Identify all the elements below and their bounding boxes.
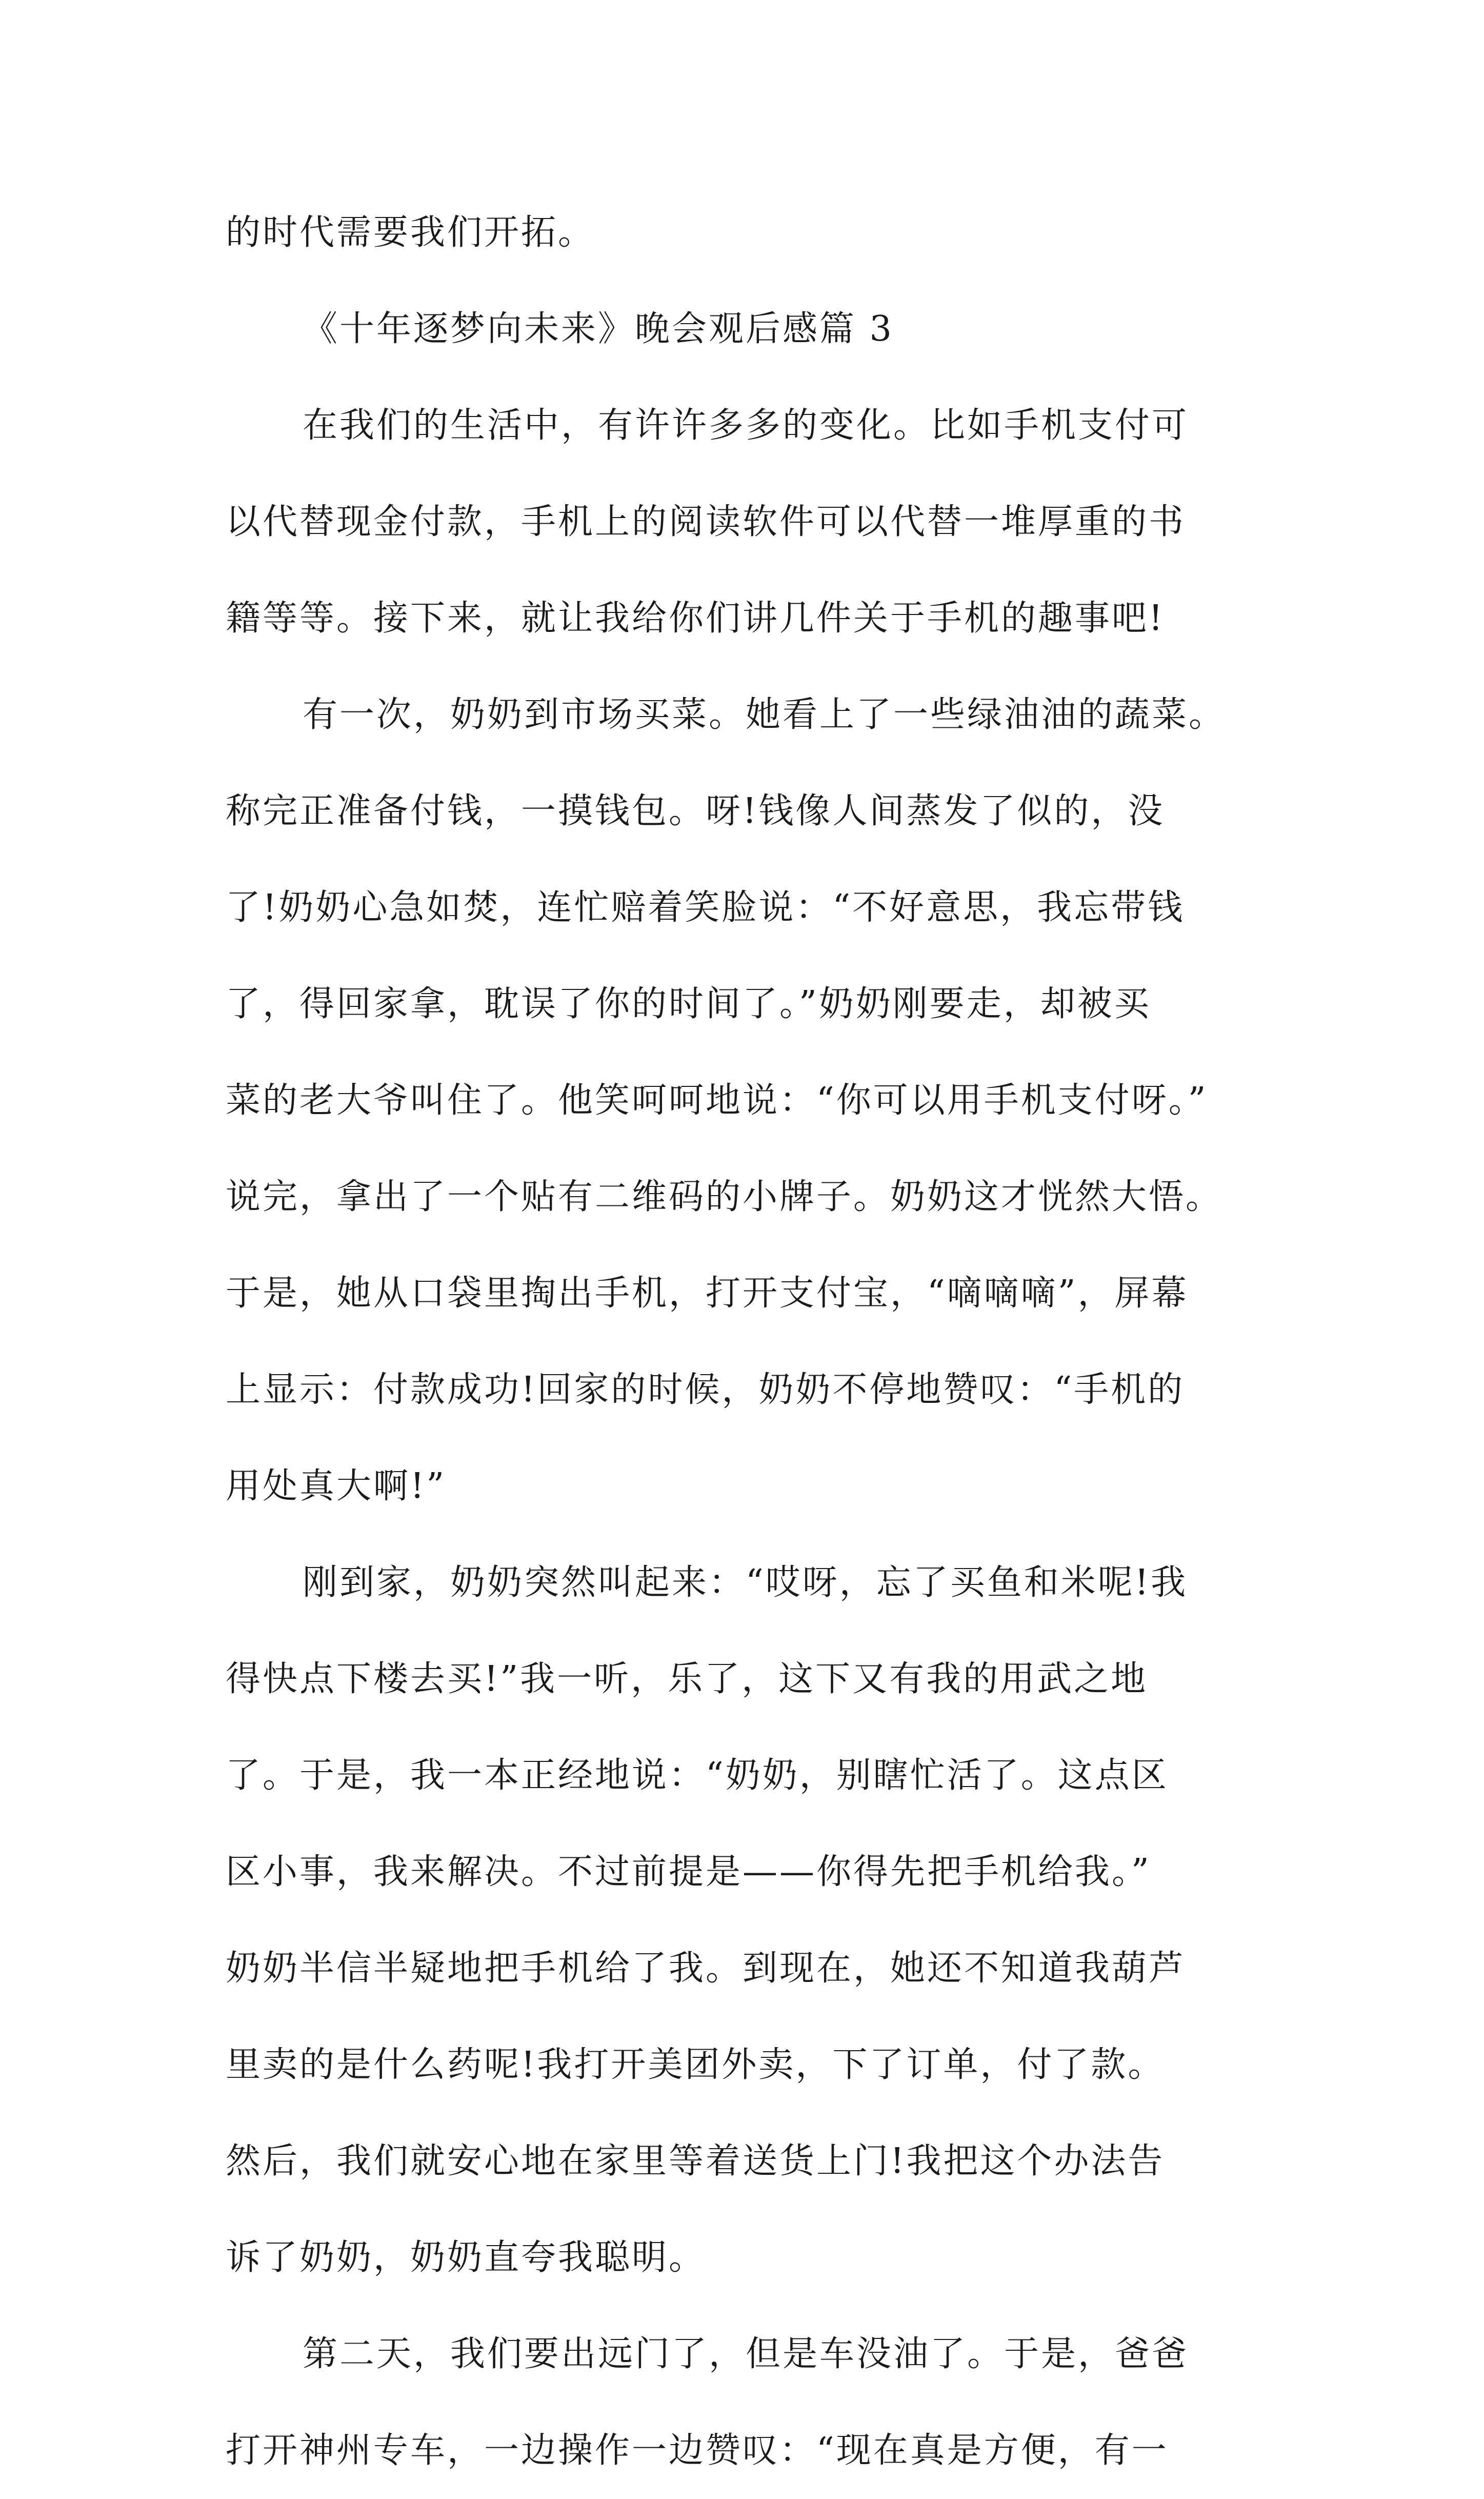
text-line: 说完，拿出了一个贴有二维码的小牌子。奶奶这才恍然大悟。 xyxy=(226,1177,1223,1217)
text-line: 区小事，我来解决。不过前提是——你得先把手机给我。” xyxy=(226,1852,1151,1892)
text-line: 里卖的是什么药呢!我打开美团外卖，下了订单，付了款。 xyxy=(226,2045,1165,2085)
text-line: 以代替现金付款，手机上的阅读软件可以代替一堆厚重的书 xyxy=(226,502,1186,542)
text-line: 的时代需要我们开拓。 xyxy=(226,212,595,253)
paragraph-first-line: 刚到家，奶奶突然叫起来：“哎呀，忘了买鱼和米呢!我 xyxy=(303,1562,1188,1603)
text-line: 菜的老大爷叫住了。他笑呵呵地说：“你可以用手机支付呀。” xyxy=(226,1080,1208,1121)
text-line: 诉了奶奶，奶奶直夸我聪明。 xyxy=(226,2237,706,2278)
text-line: 用处真大啊!” xyxy=(226,1466,447,1506)
text-line: 了。于是，我一本正经地说：“奶奶，别瞎忙活了。这点区 xyxy=(226,1755,1169,1796)
text-line: 奶奶半信半疑地把手机给了我。到现在，她还不知道我葫芦 xyxy=(226,1948,1186,1989)
text-line: 于是，她从口袋里掏出手机，打开支付宝，“嘀嘀嘀”，屏幕 xyxy=(226,1273,1189,1314)
text-line: 然后，我们就安心地在家里等着送货上门!我把这个办法告 xyxy=(226,2141,1165,2181)
paragraph-first-line: 在我们的生活中，有许许多多的变化。比如手机支付可 xyxy=(303,405,1189,446)
text-line: 了!奶奶心急如焚，连忙赔着笑脸说：“不好意思，我忘带钱 xyxy=(226,887,1185,928)
paragraph-first-line: 第二天，我们要出远门了，但是车没油了。于是，爸爸 xyxy=(303,2334,1189,2374)
text-line: 称完正准备付钱，一摸钱包。呀!钱像人间蒸发了似的，没 xyxy=(226,791,1165,831)
text-line: 得快点下楼去买!”我一听，乐了，这下又有我的用武之地 xyxy=(226,1659,1148,1699)
text-line: 籍等等。接下来，就让我给你们讲几件关于手机的趣事吧! xyxy=(226,598,1165,639)
article-body xyxy=(226,185,1261,2499)
text-line: 打开神州专车，一边操作一边赞叹：“现在真是方便，有一 xyxy=(226,2430,1169,2471)
section-heading: 《十年逐梦向未来》晚会观后感篇 3 xyxy=(303,309,894,349)
paragraph-first-line: 有一次，奶奶到市场买菜。她看上了一些绿油油的蔬菜。 xyxy=(303,695,1226,735)
text-line: 了，得回家拿，耽误了你的时间了。”奶奶刚要走，却被买 xyxy=(226,984,1151,1024)
text-line: 上显示：付款成功!回家的时候，奶奶不停地赞叹：“手机的 xyxy=(226,1370,1185,1410)
